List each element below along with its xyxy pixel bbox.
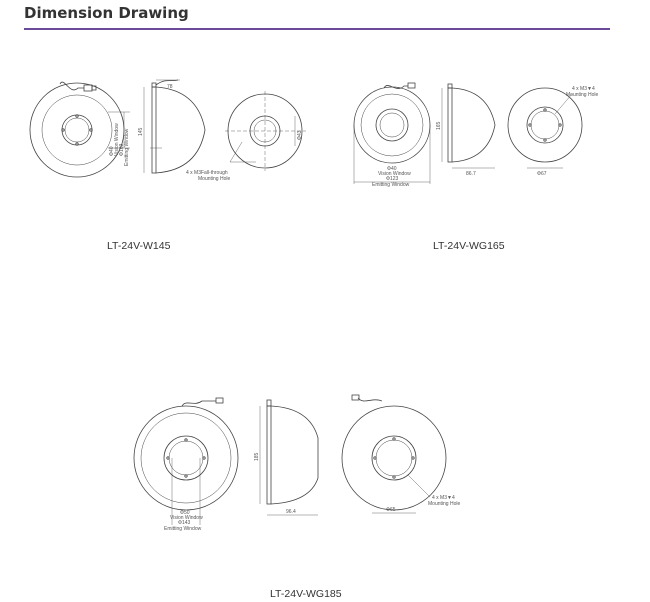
mounting-hole-label: Mounting Hole — [198, 176, 231, 182]
emitting-window-label: Emitting Window — [372, 182, 410, 188]
mounting-hole-label: Mounting Hole — [566, 92, 599, 98]
hole-dia-label: Φ65 — [386, 507, 396, 513]
vision-window-label: Vision Window — [378, 171, 411, 177]
section-header — [24, 4, 610, 30]
mounting-hole-label: Mounting Hole — [428, 501, 461, 507]
drawing-lt-24v-wg165 — [350, 80, 610, 192]
title-divider — [24, 28, 610, 30]
emit-dia-label: Φ103 — [119, 143, 125, 156]
hole-dia-label: Φ43 — [297, 130, 303, 140]
drawing-lt-24v-w145 — [20, 78, 340, 196]
front-view — [134, 398, 238, 525]
vision-window-label: Vision Window — [170, 515, 203, 521]
side-view — [260, 400, 318, 515]
depth-label: 86.7 — [466, 171, 476, 177]
depth-label: 96.4 — [286, 509, 296, 515]
rear-view — [225, 91, 306, 171]
side-view — [144, 80, 205, 173]
mounting-hole-spec: 4 x M3▼4 — [432, 495, 455, 501]
vision-dia-label: Φ40 — [109, 146, 115, 156]
vision-window-label: Vision Window — [114, 123, 120, 156]
emitting-window-label: Emitting Window — [124, 128, 130, 166]
emit-dia-label: Φ123 — [386, 176, 399, 182]
height-label: 165 — [436, 121, 442, 130]
model-caption-lt-24v-w145: LT-24V-W145 — [107, 240, 171, 252]
depth-label: 78 — [167, 84, 173, 90]
rear-view — [342, 395, 446, 513]
emit-dia-label: Φ143 — [178, 520, 191, 526]
mounting-hole-spec: 4 x M3▼4 — [572, 86, 595, 92]
emitting-window-label: Emitting Window — [164, 526, 202, 532]
rear-view — [508, 88, 582, 168]
vision-dia-label: Φ40 — [387, 166, 397, 172]
model-caption-lt-24v-wg185: LT-24V-WG185 — [270, 588, 342, 600]
side-view — [442, 84, 495, 168]
vision-dia-label: Φ50 — [180, 510, 190, 516]
height-label: 185 — [254, 452, 260, 461]
model-caption-lt-24v-wg165: LT-24V-WG165 — [433, 240, 505, 252]
height-label: 145 — [138, 127, 144, 136]
page-title: Dimension Drawing — [24, 4, 189, 22]
drawing-lt-24v-wg185 — [130, 393, 490, 538]
mounting-hole-spec: 4 x M3Fall-through — [186, 170, 228, 176]
hole-dia-label: Φ67 — [537, 171, 547, 177]
